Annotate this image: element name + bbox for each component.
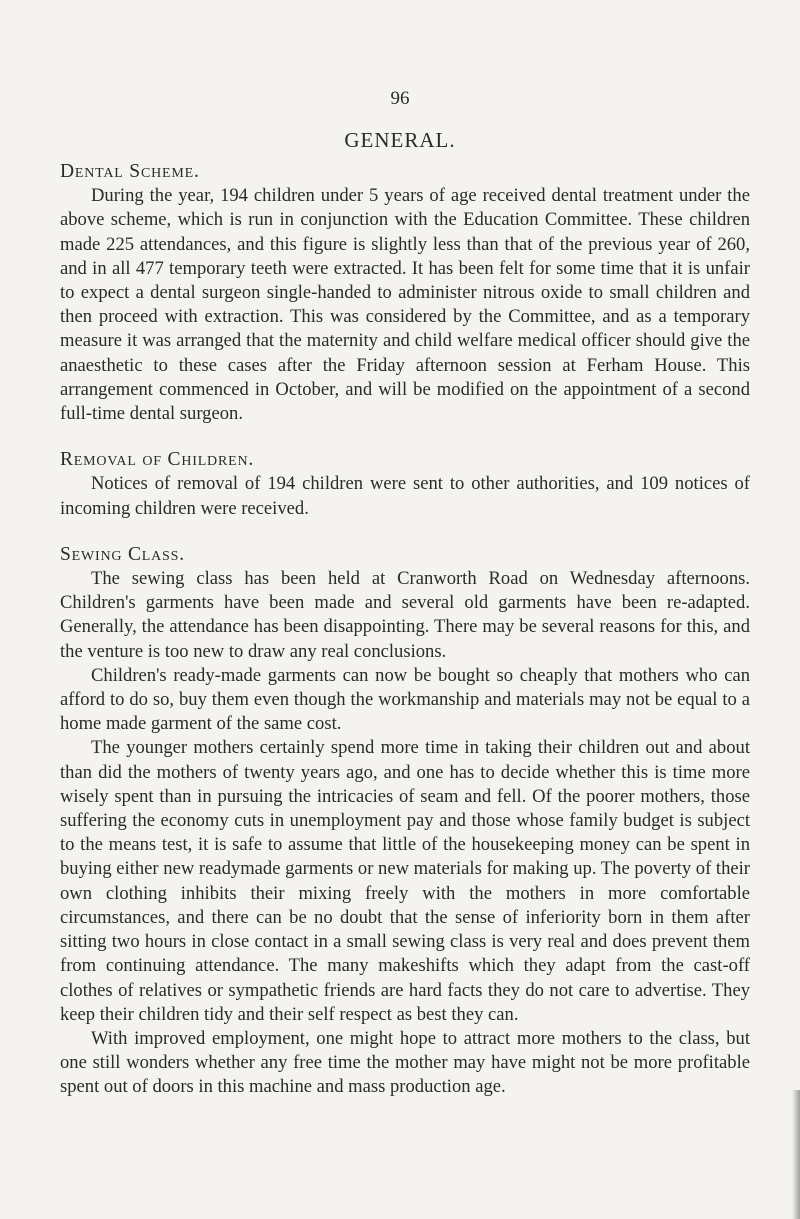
paragraph: Children's ready-made garments can now be bought so cheaply that mothers who can afford to do so, buy them even though the workmanship and materials may not be equal to a home made garment of the same cost. (60, 664, 750, 735)
section-heading: Dental Scheme. (60, 161, 200, 182)
section-heading: Removal of Children. (60, 449, 255, 471)
section-removal-of-children (60, 448, 750, 521)
section-dental-scheme (60, 160, 750, 426)
paragraph: Notices of removal of 194 children were sent to other authorities, and 109 notices of incoming children were received. (60, 473, 750, 519)
paragraph: During the year, 194 children under 5 years of age received dental treatment under the above scheme, which is run in conjunction with the Education Committee. These children made 225 attendances, and this figure is slightly less than that of the previous year of 260, and in all 477 temporary teeth were extracted. It has been felt for some time that it is unfair to expect a dental surgeon single-handed to administer nitrous oxide to small children and then proceed with extraction. This was considered by the Committee, and as a temporary measure it was arranged that the maternity and child welfare medical officer should give the anaesthetic to these cases after the Friday afternoon session at Ferham House. This arrangement commenced in October, and will be modified on the appointment of a second full-time dental surgeon. (60, 185, 750, 425)
document-body (60, 160, 750, 1122)
section-sewing-class (60, 543, 750, 1100)
page-title: GENERAL. (344, 128, 456, 152)
page-number: 96 (390, 88, 410, 109)
page-edge-shadow (792, 1090, 800, 1219)
paragraph: The sewing class has been held at Cranworth Road on Wednesday afternoons. Children's garments have been made and several old garments have been re-adapted. Generally, the attendance has been disappointing. There may be several reasons for this, and the venture is too new to draw any real conclusions. (60, 568, 750, 662)
paragraph: The younger mothers certainly spend more time in taking their children out and about than did the mothers of twenty years ago, and one has to decide whether this is time more wisely spent than in pursuing the intricacies of seam and fell. Of the poorer mothers, those suffering the economy cuts in unemployment pay and those whose family budget is subject to the means test, it is safe to assume that little of the housekeeping money can be spent in buying either new readymade garments or new materials for making up. The poverty of their own clothing inhibits their mixing freely with the mothers in more comfortable circumstances, and there can be no doubt that the sense of inferiority born in them after sitting two hours in close contact in a small sewing class is very real and does prevent them from continuing attendance. The many makeshifts which they adapt from the cast-off clothes of relatives or sympathetic friends are hard facts they do not care to advertise. They keep their children tidy and their self respect as best they can. (60, 737, 750, 1025)
paragraph: With improved employment, one might hope to attract more mothers to the class, but one still wonders whether any free time the mother may have might not be more profitable spent out of doors in this machine and mass production age. (60, 1027, 750, 1098)
section-heading: Sewing Class. (60, 543, 185, 565)
